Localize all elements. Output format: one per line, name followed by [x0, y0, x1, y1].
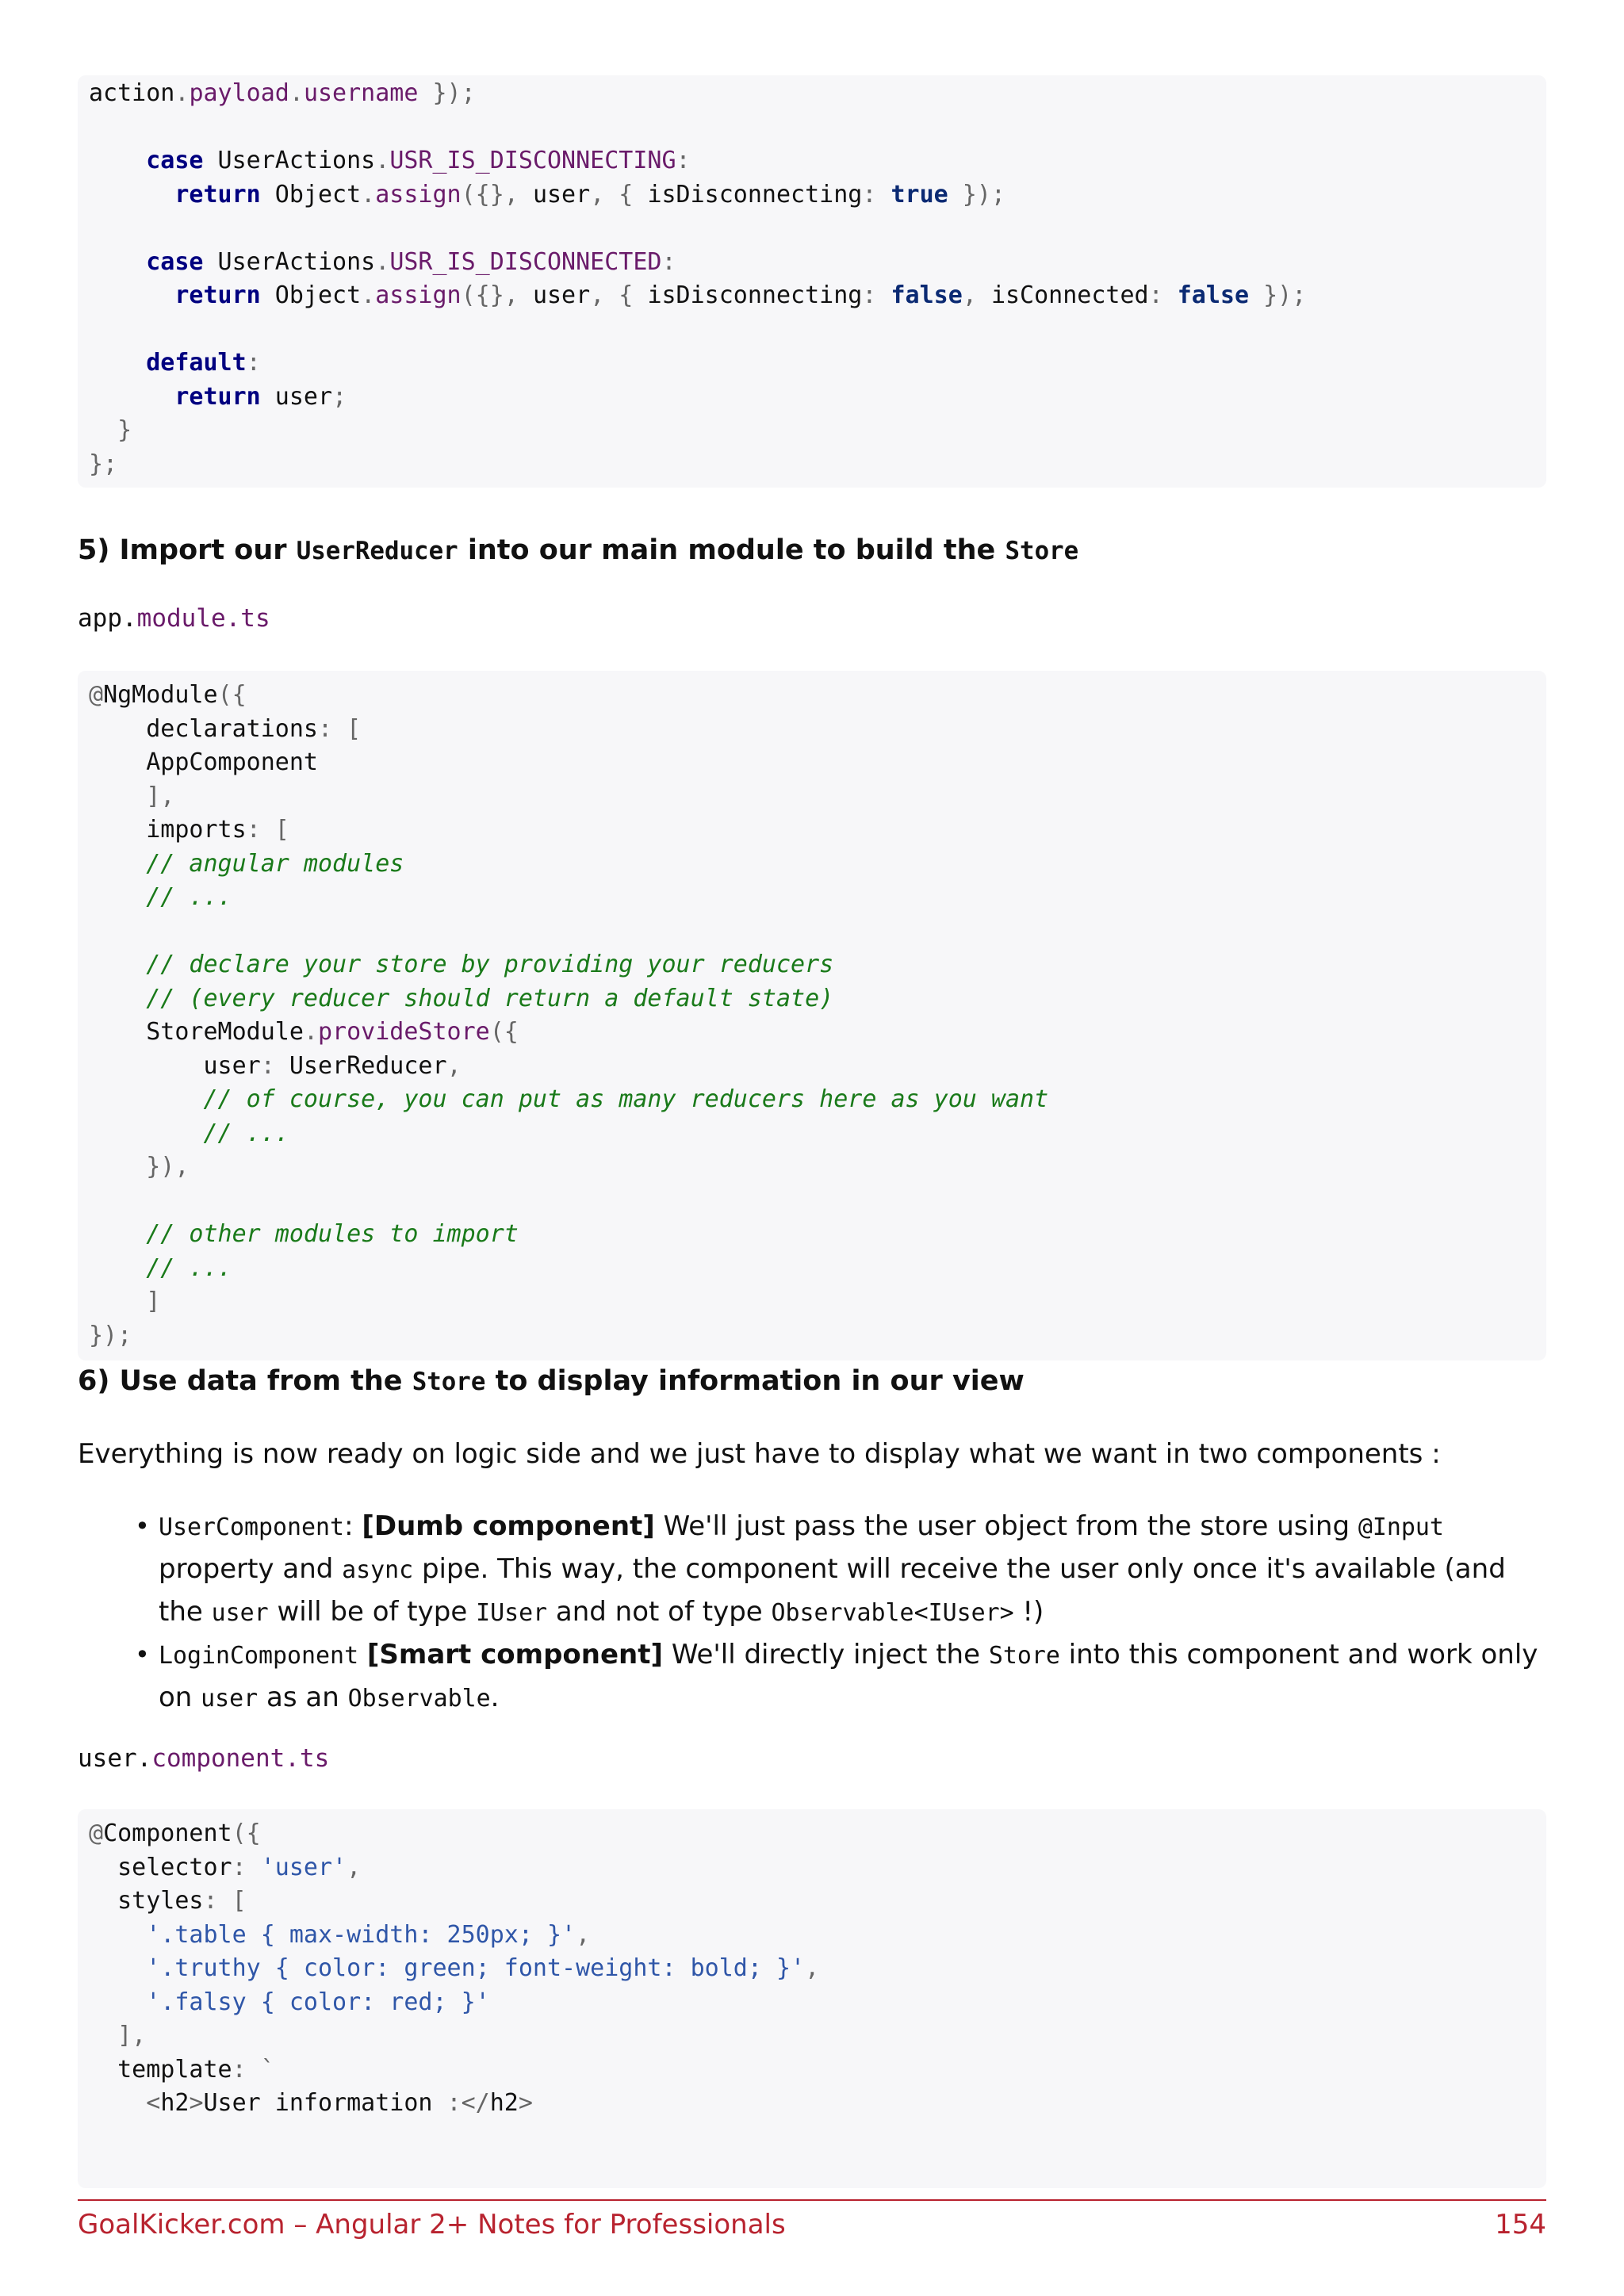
bullet-text: We'll directly inject the — [663, 1639, 989, 1670]
code-line — [89, 848, 1546, 882]
code-token — [89, 2022, 117, 2049]
code-block-ngmodule — [78, 671, 1546, 1360]
code-line — [89, 381, 1546, 415]
bullet-text: !) — [1013, 1596, 1044, 1628]
code-token: case — [146, 247, 204, 276]
code-line — [89, 1117, 1546, 1151]
code-line — [89, 1252, 1546, 1286]
code-token — [89, 181, 174, 209]
heading-5-prefix: 5) Import our — [78, 534, 297, 566]
code-token — [89, 416, 117, 444]
code-token: UserReducer — [289, 1051, 447, 1080]
bullet-text: into this component and work only on — [159, 1639, 1538, 1713]
code-token: ({}, — [461, 281, 533, 309]
code-token: : — [246, 349, 261, 377]
code-token: @ — [89, 1820, 104, 1847]
code-token: '.falsy { color: red; }' — [146, 1988, 490, 2016]
code-token: . — [289, 79, 304, 107]
code-token — [89, 1085, 204, 1113]
code-line — [89, 178, 1546, 212]
code-token: 'user' — [260, 1853, 347, 1881]
code-token: user — [532, 180, 591, 209]
code-token: assign — [375, 281, 462, 309]
code-token: false — [1177, 281, 1250, 309]
code-token — [89, 349, 146, 377]
bullet-text — [358, 1639, 367, 1670]
code-token: @ — [89, 681, 104, 709]
code-token: '.table { max-width: 250px; }' — [146, 1920, 576, 1949]
code-token: , — [805, 1954, 820, 1982]
code-token: declarations — [146, 714, 318, 743]
code-token: h2 — [160, 2089, 190, 2117]
code-line — [89, 2053, 1546, 2087]
code-token: imports — [146, 816, 247, 844]
code-token: : — [862, 180, 891, 209]
code-token — [89, 1988, 146, 2016]
code-token: , — [347, 1853, 362, 1881]
inline-code: user — [201, 1685, 259, 1712]
code-line — [89, 1817, 1546, 1851]
code-token: h2 — [489, 2089, 519, 2117]
bold-text: [Smart component] — [366, 1639, 664, 1670]
code-token — [89, 1119, 204, 1147]
code-block-user-component — [78, 1809, 1546, 2188]
code-token — [89, 985, 146, 1012]
inline-code: Store — [988, 1642, 1060, 1670]
bullet-text: will be of type — [268, 1596, 477, 1628]
bullet-item — [135, 1506, 1554, 1634]
code-token: AppComponent — [146, 748, 318, 776]
code-token: > — [189, 2089, 204, 2117]
heading-5-code-store: Store — [1005, 537, 1079, 565]
code-token: , — [962, 281, 991, 309]
code-line — [89, 2087, 1546, 2121]
code-token: }), — [146, 1153, 190, 1181]
bullet-text: as an — [258, 1682, 348, 1713]
code-token: }); — [948, 180, 1005, 209]
code-token: payload — [189, 79, 289, 107]
bullet-text: property and — [159, 1553, 343, 1585]
code-token: return — [174, 382, 261, 411]
code-token — [89, 1854, 117, 1881]
code-token: ; — [332, 382, 347, 411]
code-line — [89, 279, 1546, 313]
heading-5-middle: into our main module to build the — [458, 534, 1005, 566]
code-token: , { — [590, 180, 648, 209]
inline-code: user — [211, 1599, 269, 1627]
code-token: // other modules to import — [146, 1220, 519, 1248]
filename-app-module-ext: module.ts — [136, 604, 270, 633]
code-token: < — [146, 2089, 161, 2117]
code-line — [89, 780, 1546, 814]
code-token: user — [260, 382, 333, 411]
code-token — [89, 715, 146, 743]
heading-6-code-store: Store — [412, 1368, 486, 1396]
code-token — [89, 748, 146, 776]
code-token: '.truthy { color: green; font-weight: bold; }' — [146, 1954, 806, 1982]
bullet-text: : — [344, 1510, 362, 1542]
code-token: . — [375, 147, 390, 174]
code-token: // ... — [146, 1253, 232, 1282]
code-line — [89, 144, 1546, 178]
code-line — [89, 1150, 1546, 1184]
code-token: false — [891, 281, 963, 309]
inline-code: IUser — [476, 1599, 548, 1627]
code-token: USR_IS_DISCONNECTED — [389, 247, 662, 276]
code-token: }); — [418, 79, 476, 107]
code-token: // declare your store by providing your reducers — [146, 951, 834, 978]
code-token: default — [146, 349, 247, 377]
code-line — [89, 679, 1546, 713]
inline-code: LoginComponent — [159, 1642, 359, 1670]
code-token: template — [117, 2055, 232, 2084]
code-line — [89, 1016, 1546, 1050]
code-token: : — [1148, 281, 1178, 309]
code-token: : [ — [318, 714, 362, 743]
code-token — [89, 2056, 117, 2084]
code-token — [89, 1887, 117, 1915]
code-token — [89, 1153, 146, 1181]
footer-page-number: 154 — [1495, 2209, 1546, 2241]
code-token: } — [117, 416, 132, 444]
code-token: }); — [89, 1321, 132, 1349]
code-token: : — [676, 147, 691, 174]
bullet-text: pipe. This way, the component will receive the user only once it's available (and the — [159, 1553, 1506, 1628]
code-token: : [ — [203, 1887, 247, 1915]
code-token: case — [146, 147, 204, 174]
filename-app-module-base: app. — [78, 604, 137, 633]
code-token: , { — [590, 281, 648, 309]
code-token: Object — [260, 281, 362, 309]
code-token: // (every reducer should return a default state) — [146, 984, 834, 1012]
code-token — [89, 1954, 146, 1982]
code-token: user — [532, 281, 591, 309]
code-token: > — [518, 2089, 533, 2117]
code-line — [89, 1986, 1546, 2020]
code-token — [89, 1921, 146, 1949]
filename-user-component — [78, 1744, 329, 1773]
code-token: UserActions — [203, 247, 376, 276]
code-token: Component — [103, 1820, 232, 1847]
code-line — [89, 313, 1546, 347]
heading-5-code-userreducer: UserReducer — [296, 537, 458, 565]
code-token: provideStore — [318, 1018, 490, 1046]
code-line — [89, 346, 1546, 381]
code-token: styles — [117, 1887, 204, 1915]
code-token — [89, 147, 146, 174]
code-token: ] — [146, 1288, 161, 1315]
code-token: ({ — [489, 1018, 519, 1046]
code-token: Object — [260, 180, 362, 209]
code-token: . — [303, 1018, 318, 1046]
bullet-text: . — [490, 1682, 500, 1713]
code-token: username — [303, 79, 419, 107]
code-line — [89, 813, 1546, 848]
code-token: : — [862, 281, 891, 309]
code-line — [89, 1285, 1546, 1319]
code-token: . — [375, 247, 390, 276]
code-token: }; — [89, 450, 118, 478]
code-line — [89, 414, 1546, 448]
section-heading-5 — [78, 534, 1078, 566]
heading-6-prefix: 6) Use data from the — [78, 1365, 412, 1397]
code-token: : — [232, 1853, 261, 1881]
footer-source: GoalKicker.com – Angular 2+ Notes for Professionals — [78, 2209, 786, 2241]
code-line — [89, 1851, 1546, 1885]
code-token: :</ — [446, 2089, 490, 2117]
inline-code: UserComponent — [159, 1513, 345, 1541]
code-token: true — [891, 180, 948, 209]
code-token — [89, 1220, 146, 1248]
code-token: User information — [203, 2089, 447, 2117]
code-token: ({ — [217, 681, 247, 709]
code-token: ], — [117, 2022, 147, 2049]
inline-code: Observable — [347, 1685, 491, 1712]
code-token — [89, 783, 146, 810]
code-token: UserActions — [203, 147, 376, 174]
code-token — [89, 248, 146, 276]
code-line — [89, 77, 1546, 111]
code-line — [89, 1050, 1546, 1084]
code-token: assign — [375, 180, 462, 209]
code-line — [89, 111, 1546, 145]
code-block-reducer — [78, 75, 1546, 488]
code-line — [89, 1919, 1546, 1953]
code-token — [89, 1288, 146, 1315]
bullet-dot-icon: • — [135, 1511, 150, 1541]
code-token: isDisconnecting — [647, 281, 863, 309]
code-line — [89, 713, 1546, 747]
code-token — [89, 1018, 146, 1046]
bullet-text: and not of type — [547, 1596, 772, 1628]
code-token: return — [174, 281, 261, 309]
code-line — [89, 1184, 1546, 1219]
code-line — [89, 1885, 1546, 1919]
code-token: ], — [146, 782, 175, 810]
code-line — [89, 948, 1546, 982]
code-token: isDisconnecting — [647, 180, 863, 209]
component-bullet-list — [135, 1506, 1554, 1720]
code-token — [89, 850, 146, 878]
code-token — [89, 1254, 146, 1282]
code-token: , — [446, 1051, 462, 1080]
inline-code: async — [342, 1556, 414, 1584]
code-line — [89, 915, 1546, 949]
code-token: , — [576, 1920, 591, 1949]
bullet-item — [135, 1634, 1554, 1720]
code-line — [89, 246, 1546, 280]
filename-user-component-ext: component.ts — [151, 1744, 330, 1773]
code-token: }); — [1249, 281, 1307, 309]
code-token — [89, 816, 146, 844]
heading-6-suffix: to display information in our view — [485, 1365, 1025, 1397]
code-token: : [ — [246, 816, 289, 844]
code-line — [89, 448, 1546, 482]
code-line — [89, 212, 1546, 246]
code-line — [89, 746, 1546, 780]
code-token — [89, 281, 174, 309]
code-token: NgModule — [103, 681, 218, 709]
code-token — [89, 951, 146, 978]
code-line — [89, 1218, 1546, 1252]
code-token: action — [89, 79, 175, 107]
code-token — [89, 1052, 204, 1080]
intro-paragraph: Everything is now ready on logic side and we just have to display what we want in two components : — [78, 1438, 1441, 1470]
code-token: // ... — [203, 1119, 289, 1147]
code-token: ({ — [232, 1820, 261, 1847]
code-token: : — [661, 247, 676, 276]
code-token: // ... — [146, 883, 232, 911]
inline-code: @Input — [1358, 1513, 1444, 1541]
code-line — [89, 982, 1546, 1016]
code-token: . — [361, 180, 376, 209]
code-line — [89, 1952, 1546, 1986]
code-token: return — [174, 180, 261, 209]
filename-app-module — [78, 604, 270, 633]
code-line — [89, 881, 1546, 915]
code-token: : ` — [232, 2055, 275, 2084]
code-token: StoreModule — [146, 1018, 304, 1046]
footer-divider — [78, 2199, 1546, 2201]
code-token: ({}, — [461, 180, 533, 209]
inline-code: Observable<IUser> — [771, 1599, 1014, 1627]
code-token: isConnected — [990, 281, 1149, 309]
bold-text: [Dumb component] — [362, 1510, 655, 1542]
code-token: . — [174, 79, 190, 107]
filename-user-component-base: user. — [78, 1744, 152, 1773]
code-token: . — [361, 281, 376, 309]
code-line — [89, 2019, 1546, 2053]
code-token: USR_IS_DISCONNECTING — [389, 147, 676, 174]
code-token: // of course, you can put as many reducers here as you want — [203, 1085, 1049, 1113]
code-line — [89, 1083, 1546, 1117]
bullet-dot-icon: • — [135, 1640, 150, 1670]
code-token: user — [203, 1051, 261, 1080]
code-token — [89, 883, 146, 911]
code-line — [89, 1319, 1546, 1353]
bullet-text: We'll just pass the user object from the store using — [654, 1510, 1358, 1542]
code-token: // angular modules — [146, 849, 404, 878]
code-token — [89, 2089, 146, 2117]
code-token — [89, 383, 174, 411]
code-token: : — [260, 1051, 289, 1080]
section-heading-6 — [78, 1365, 1025, 1397]
code-token: selector — [117, 1853, 232, 1881]
